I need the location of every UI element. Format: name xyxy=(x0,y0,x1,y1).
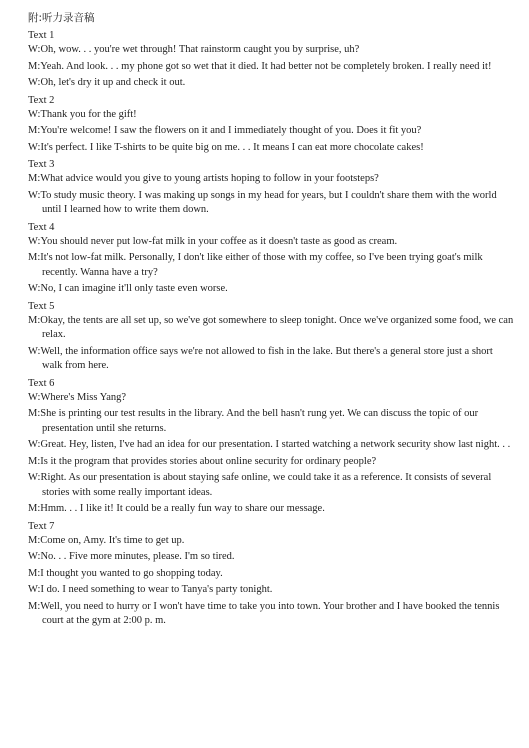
speaker-label: W: xyxy=(28,44,41,55)
speaker-label: M: xyxy=(28,60,41,72)
dialogue-text: Yeah. And look. . . my phone got so wet that it died. It had better not be completely broken. I really need it! xyxy=(40,60,492,72)
text-section-title: Text 1 xyxy=(28,30,55,41)
dialogue-text: No. . . Five more minutes, please. I'm so tired. xyxy=(40,551,235,562)
speaker-label: W: xyxy=(28,235,41,247)
dialogue-text: It's not low-fat milk. Personally, I don't like either of those with my coffee, so I've been trying goat's milk recently. Wanna have a try? xyxy=(40,252,483,278)
speaker-label: M: xyxy=(28,408,41,419)
dialogue-line xyxy=(28,141,515,156)
text-section-title: Text 6 xyxy=(28,377,55,389)
dialogue-line xyxy=(28,391,515,406)
text-section-title: Text 4 xyxy=(28,221,55,233)
dialogue-text: You're welcome! I saw the flowers on it and I immediately thought of you. Does it fit you? xyxy=(40,125,422,136)
dialogue-line xyxy=(28,251,515,280)
dialogue-text: It's perfect. I like T-shirts to be quite big on me. . . It means I can eat more chocolate cakes! xyxy=(40,141,424,153)
dialogue-text: Okay, the tents are all set up, so we've got somewhere to sleep tonight. Once we've organized some food, we can relax. xyxy=(40,314,514,340)
speaker-label: M: xyxy=(28,503,41,514)
dialogue-line xyxy=(28,43,515,58)
dialogue-text: Hmm. . . I like it! It could be a really fun way to share our message. xyxy=(40,503,325,514)
dialogue-line xyxy=(28,60,515,75)
dialogue-text: You should never put low-fat milk in your coffee as it doesn't taste as good as cream. xyxy=(40,235,398,247)
dialogue-line xyxy=(28,600,515,629)
dialogue-text: Is it the program that provides stories about online security for ordinary people? xyxy=(40,455,377,467)
dialogue-line xyxy=(28,407,515,436)
speaker-label: M: xyxy=(28,125,41,136)
speaker-label: W: xyxy=(28,472,41,483)
speaker-label: W: xyxy=(28,141,41,153)
dialogue-text: Oh, let's dry it up and check it out. xyxy=(40,77,186,88)
speaker-label: W: xyxy=(28,584,41,595)
dialogue-line xyxy=(28,172,515,187)
speaker-label: W: xyxy=(28,283,41,294)
dialogue-text: To study music theory. I was making up songs in my head for years, but I couldn't share them with the world until I learned how to write them down. xyxy=(40,189,497,215)
dialogue-line xyxy=(28,345,515,374)
dialogue-text: Well, you need to hurry or I won't have time to take you into town. Your brother and I have booked the tennis court at the gym at 2:00 p. m. xyxy=(40,600,500,626)
dialogue-line xyxy=(28,583,515,598)
speaker-label: W: xyxy=(28,77,41,88)
text-section-title: Text 5 xyxy=(28,300,55,312)
speaker-label: W: xyxy=(28,345,41,357)
speaker-label: W: xyxy=(28,189,41,201)
dialogue-text: Come on, Amy. It's time to get up. xyxy=(40,534,185,546)
dialogue-line xyxy=(28,534,515,549)
dialogue-line xyxy=(28,189,515,218)
speaker-label: M: xyxy=(28,455,41,467)
dialogue-line xyxy=(28,235,515,250)
dialogue-text: I thought you wanted to go shopping today. xyxy=(40,567,223,579)
dialogue-text: Oh, wow. . . you're wet through! That rainstorm caught you by surprise, uh? xyxy=(40,44,360,55)
dialogue-text: Well, the information office says we're not allowed to fish in the lake. But there's a general store just a short walk from here. xyxy=(40,345,493,371)
text-section-title: Text 3 xyxy=(28,159,55,170)
dialogue-text: Right. As our presentation is about staying safe online, we could take it as a reference. It consists of several stories with some really important ideas. xyxy=(40,472,492,498)
speaker-label: W: xyxy=(28,439,41,450)
dialogue-line xyxy=(28,76,515,91)
transcript-body xyxy=(28,28,515,629)
text-section-title: Text 7 xyxy=(28,520,55,532)
dialogue-text: I do. I need something to wear to Tanya's party tonight. xyxy=(40,584,273,595)
dialogue-line xyxy=(28,471,515,500)
dialogue-line xyxy=(28,455,515,470)
speaker-label: W: xyxy=(28,391,41,403)
dialogue-text: Thank you for the gift! xyxy=(40,108,137,120)
dialogue-line xyxy=(28,124,515,139)
dialogue-line xyxy=(28,502,515,517)
dialogue-line xyxy=(28,108,515,123)
dialogue-line xyxy=(28,438,515,453)
speaker-label: M: xyxy=(28,252,41,263)
speaker-label: M: xyxy=(28,314,41,326)
speaker-label: M: xyxy=(28,534,41,546)
dialogue-text: She is printing our test results in the library. And the bell hasn't rung yet. We can discuss the topic of our presentation until she returns. xyxy=(40,408,479,434)
dialogue-text: Great. Hey, listen, I've had an idea for our presentation. I started watching a network security show last night. . . xyxy=(40,439,511,450)
dialogue-line xyxy=(28,567,515,582)
speaker-label: W: xyxy=(28,551,41,562)
speaker-label: M: xyxy=(28,173,41,184)
dialogue-line xyxy=(28,550,515,565)
dialogue-text: Where's Miss Yang? xyxy=(40,391,127,403)
speaker-label: M: xyxy=(28,567,41,579)
dialogue-text: What advice would you give to young artists hoping to follow in your footsteps? xyxy=(40,173,379,184)
transcript-header: 附:听力录音稿 xyxy=(28,12,95,24)
speaker-label: M: xyxy=(28,600,41,612)
dialogue-line xyxy=(28,314,515,343)
speaker-label: W: xyxy=(28,108,41,120)
dialogue-line xyxy=(28,282,515,297)
dialogue-text: No, I can imagine it'll only taste even worse. xyxy=(40,283,228,294)
text-section-title: Text 2 xyxy=(28,94,55,106)
